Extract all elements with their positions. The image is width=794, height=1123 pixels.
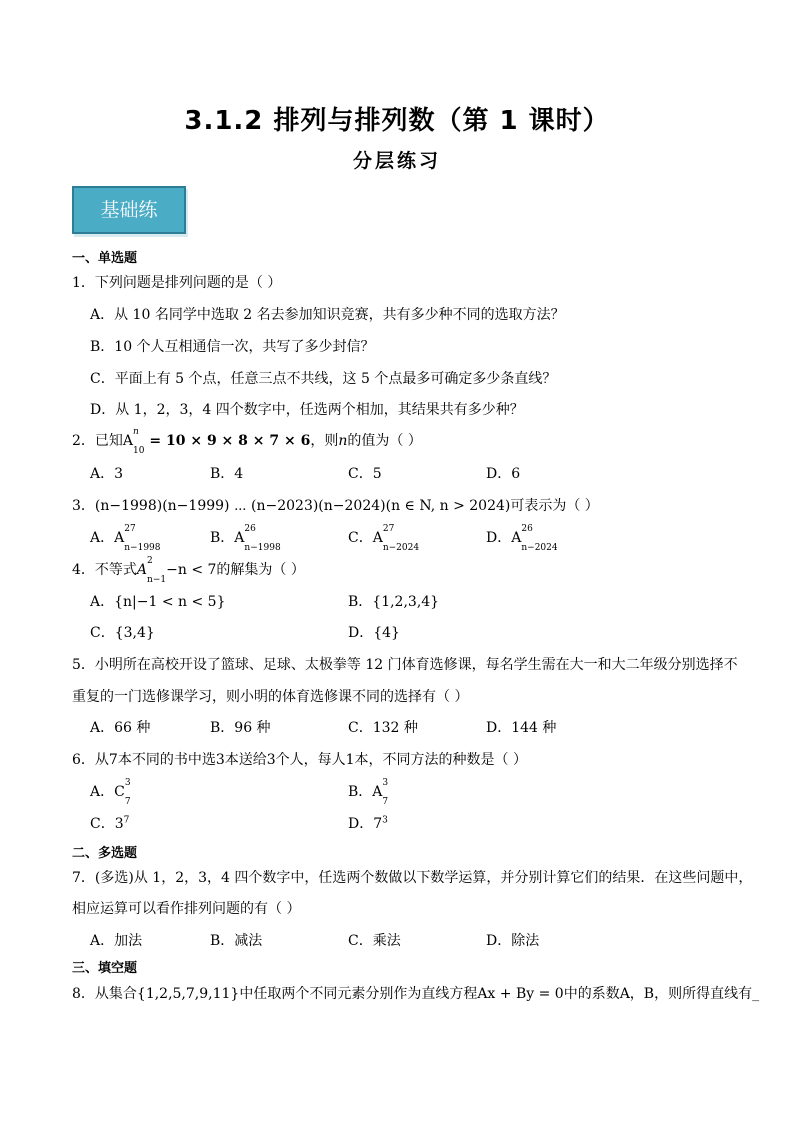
question-3-option-c <box>348 524 420 553</box>
question-6-option-b-sup: 3 <box>382 778 389 788</box>
question-2-expression: = 10 × 9 × 8 × 7 × 6 <box>144 433 311 449</box>
question-2-option-b: B．4 <box>210 466 244 482</box>
question-6-option-a-label: A． <box>90 784 115 800</box>
question-3-option-a <box>90 524 161 553</box>
question-3-option-c-label: C． <box>348 530 373 546</box>
question-3-option-b-sub: n−1998 <box>244 542 281 553</box>
question-7-option-c: C．乘法 <box>348 933 401 949</box>
question-5-option-a: A．66 种 <box>90 720 151 736</box>
question-2-option-c: C．5 <box>348 466 382 482</box>
question-6-option-c <box>90 813 129 833</box>
question-2-perm-indices <box>133 427 145 456</box>
question-4-perm-sup: 2 <box>147 556 153 566</box>
question-3-option-d-label: D． <box>486 530 512 546</box>
question-3-option-a-indices <box>124 524 161 553</box>
question-3-option-d-sup: 26 <box>521 524 533 534</box>
question-3-option-d-sub: n−2024 <box>521 542 558 553</box>
question-3-option-b <box>210 524 281 553</box>
page-title: 3.1.2 排列与排列数（第 1 课时） <box>184 106 610 136</box>
question-7-stem-line-2: 相应运算可以看作排列问题的有（ ） <box>72 901 301 917</box>
question-3-option-a-label: A． <box>90 530 115 546</box>
question-3-option-d-symbol: A <box>511 530 522 546</box>
question-6-option-d-base: 7 <box>373 816 383 832</box>
question-7-stem-line-1: 7．(多选)从 1，2，3，4 四个数字中，任选两个数做以下数学运算，并分别计算它们的结果．在这些问题中， <box>72 870 753 886</box>
question-6-option-a-sup: 3 <box>124 778 131 788</box>
question-3-option-c-symbol: A <box>372 530 383 546</box>
question-7-option-d: D．除法 <box>486 933 540 949</box>
question-4-pre: 4．不等式 <box>72 562 137 578</box>
question-4-stem <box>72 556 305 585</box>
question-3-option-c-indices <box>382 524 420 553</box>
question-8-stem: 8．从集合{1,2,5,7,9,11}中任取两个不同元素分别作为直线方程Ax + By = 0中的系数A，B，则所得直线有_ <box>72 986 760 1002</box>
section-heading-single-choice: 一、单选题 <box>72 251 138 266</box>
question-2-option-d: D．6 <box>486 466 521 482</box>
question-2-pre: 2．已知 <box>72 433 123 449</box>
question-6-option-b-base: A <box>372 784 383 800</box>
question-6-option-b <box>348 778 389 807</box>
question-6-stem: 6．从7本不同的书中选3本送给3个人，每人1本，不同方法的种数是（ ） <box>72 752 527 768</box>
question-1-option-c: C．平面上有 5 个点，任意三点不共线，这 5 个点最多可确定多少条直线？ <box>90 371 557 387</box>
question-6-option-a-sub: 7 <box>124 796 131 807</box>
question-3-option-b-indices <box>244 524 281 553</box>
question-6-option-a-base: C <box>114 784 125 800</box>
question-4-post: 的解集为（ ） <box>216 562 305 578</box>
question-6-option-c-sup: 7 <box>123 815 130 826</box>
question-3-stem: 3．(n−1998)(n−1999) ⋯ (n−2023)(n−2024)(n ∈ N, n > 2024)可表示为（ ） <box>72 498 599 514</box>
question-2-variable: n <box>338 433 348 449</box>
question-1-stem: 1．下列问题是排列问题的是（ ） <box>72 275 282 291</box>
question-7-option-a: A．加法 <box>90 933 143 949</box>
question-4-perm-sub: n−1 <box>147 574 167 585</box>
question-2-perm-sup: n <box>133 427 139 437</box>
question-6-option-b-sub: 7 <box>382 796 389 807</box>
question-3-option-c-sub: n−2024 <box>382 542 420 553</box>
question-2-perm-sub: 10 <box>133 445 145 456</box>
question-4-option-b: B．{1,2,3,4} <box>348 594 440 610</box>
question-6-option-a <box>90 778 131 807</box>
section-heading-fill-blank: 三、填空题 <box>72 961 138 976</box>
question-3-option-c-sup: 27 <box>382 524 395 534</box>
question-4-option-c: C．{3,4} <box>90 625 155 641</box>
question-5-option-d: D．144 种 <box>486 720 557 736</box>
question-5-option-c: C．132 种 <box>348 720 418 736</box>
question-4-expression: −n < 7 <box>166 562 217 578</box>
question-6-option-d-label: D． <box>348 816 374 832</box>
question-6-option-c-label: C． <box>90 816 115 832</box>
question-3-option-a-sup: 27 <box>124 524 136 534</box>
section-heading-multi-choice: 二、多选题 <box>72 846 138 861</box>
question-4-perm-symbol: A <box>136 562 148 578</box>
question-4-perm-indices <box>147 556 167 585</box>
question-2-mid: ，则 <box>310 433 339 449</box>
question-2-option-a: A．3 <box>90 466 124 482</box>
question-3-option-a-symbol: A <box>114 530 125 546</box>
question-3-option-d-indices <box>521 524 558 553</box>
question-1-option-a: A．从 10 名同学中选取 2 名去参加知识竞赛，共有多少种不同的选取方法？ <box>90 307 565 323</box>
question-3-option-a-sub: n−1998 <box>124 542 161 553</box>
question-1-option-b: B．10 个人互相通信一次，共写了多少封信？ <box>90 339 375 355</box>
question-6-option-d-sup: 3 <box>382 815 388 826</box>
question-5-stem-line-2: 重复的一门选修课学习，则小明的体育选修课不同的选择有（ ） <box>72 689 469 705</box>
page-subtitle: 分层练习 <box>352 150 441 172</box>
question-5-stem-line-1: 5．小明所在高校开设了篮球、足球、太极拳等 12 门体育选修课，每名学生需在大一和大二年级分别选择不 <box>72 657 738 673</box>
question-2-post: 的值为（ ） <box>347 433 422 449</box>
question-6-option-c-base: 3 <box>114 816 124 832</box>
question-1-option-d: D．从 1，2，3，4 四个数字中，任选两个相加，其结果共有多少种？ <box>90 402 524 418</box>
question-3-option-b-symbol: A <box>234 530 245 546</box>
level-badge: 基础练 <box>72 186 186 234</box>
question-4-option-a: A．{n|−1 < n < 5} <box>90 594 226 610</box>
question-6-option-a-indices <box>124 778 131 807</box>
question-3-option-d <box>486 524 558 553</box>
question-6-option-b-label: B． <box>348 784 373 800</box>
question-6-option-d <box>348 813 388 833</box>
question-5-option-b: B．96 种 <box>210 720 271 736</box>
question-6-option-b-indices <box>382 778 389 807</box>
question-3-option-b-sup: 26 <box>244 524 256 534</box>
question-2-stem <box>72 427 422 456</box>
question-7-option-b: B．减法 <box>210 933 263 949</box>
question-4-option-d: D．{4} <box>348 625 400 641</box>
question-3-option-b-label: B． <box>210 530 235 546</box>
question-2-perm-symbol: A <box>122 433 134 449</box>
